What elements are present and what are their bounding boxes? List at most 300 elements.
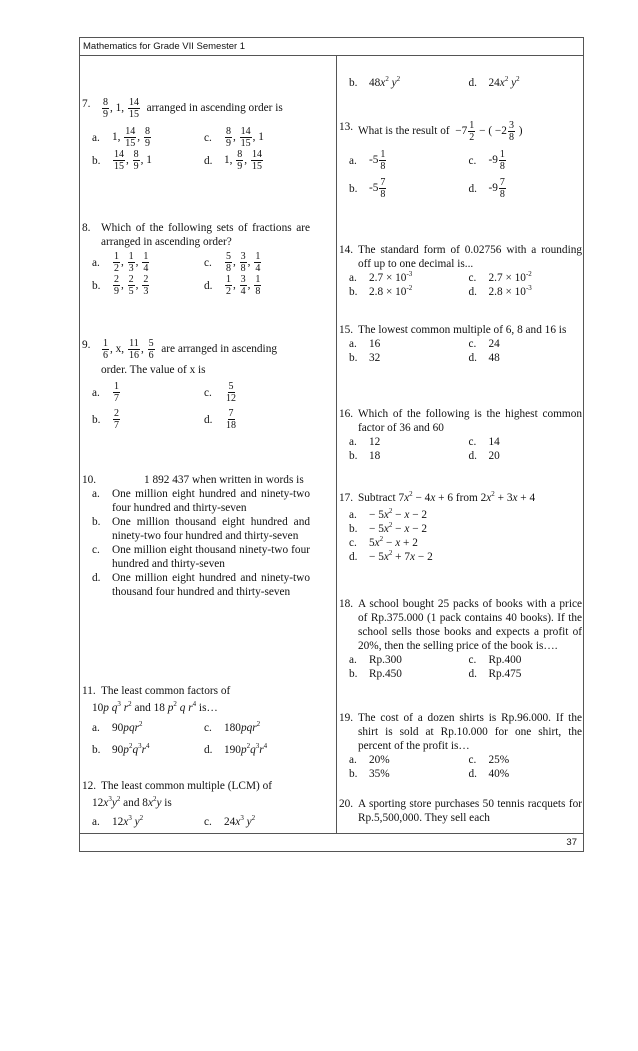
answer-option <box>349 753 463 767</box>
answer-option <box>349 285 463 299</box>
fraction <box>236 149 243 172</box>
answer-option <box>92 743 198 757</box>
numerator: 11 <box>129 338 139 349</box>
answer-option <box>204 721 310 735</box>
fraction <box>102 338 109 361</box>
option-value <box>112 251 150 274</box>
option-label: c. <box>204 131 212 144</box>
option-label: b. <box>349 668 358 680</box>
fraction <box>102 97 109 120</box>
option-label: a. <box>92 256 100 269</box>
denominator: 4 <box>143 263 149 274</box>
denominator: 8 <box>240 263 246 274</box>
numerator: 8 <box>237 149 243 160</box>
math-text: , <box>244 154 250 167</box>
numerator: 7 <box>499 177 505 188</box>
math-text: , <box>233 131 239 144</box>
denominator: 7 <box>114 420 119 431</box>
answer-option <box>92 408 198 431</box>
option-label: b. <box>349 523 358 535</box>
fraction <box>240 126 252 149</box>
answer-option <box>204 815 310 829</box>
option-value: $12x^3$ $y^2$ <box>112 814 144 828</box>
denominator: 4 <box>255 263 261 274</box>
math-text: , <box>247 256 254 269</box>
option-value: 20% <box>369 754 390 766</box>
q17-expression: $7x^2 - 4x + 6$ from $2x^2 + 3x + 4$ <box>398 490 536 504</box>
numerator: 1 <box>380 149 386 160</box>
numerator: 5 <box>226 251 231 262</box>
numerator: 1 <box>143 251 149 262</box>
fraction <box>379 149 386 172</box>
answer-option <box>349 351 463 365</box>
option-label: d. <box>349 551 358 563</box>
option-value: 90pqr$^2$ <box>112 720 143 734</box>
answer-option <box>92 815 198 829</box>
answer-option <box>349 76 463 90</box>
option-value: $48x^2$ $y^2$ <box>369 75 401 89</box>
option-label: b. <box>349 286 358 298</box>
question-16: 16. Which of the following is the highest common factor of 36 and 60 a. 12 c. 14 b. 18 d. 20 <box>339 408 582 462</box>
page-number: 37 <box>566 837 577 848</box>
option-value: − $5x^2 + 7x - 2$ <box>369 549 433 563</box>
q9-options <box>82 381 310 431</box>
numerator: 3 <box>240 274 246 285</box>
q12-options <box>82 815 310 829</box>
option-label: d. <box>468 286 477 298</box>
option-label: b. <box>349 768 358 780</box>
math-text: -9 <box>488 154 498 167</box>
numerator: 14 <box>125 126 136 137</box>
q13-expression <box>455 120 523 143</box>
q12-expression: $12x^3y^2$ and $8x^2y$ is <box>92 795 172 809</box>
answer-option <box>92 149 198 172</box>
q13-options <box>339 149 582 200</box>
math-text: , x, <box>110 343 127 356</box>
answer-option <box>92 571 310 599</box>
page-header: Mathematics for Grade VII Semester 1 <box>80 38 583 56</box>
option-label: b. <box>92 154 101 167</box>
option-label: b. <box>349 352 358 364</box>
denominator: 8 <box>226 263 231 274</box>
fraction <box>225 251 232 274</box>
answer-option <box>349 667 463 681</box>
numerator: 14 <box>251 149 262 160</box>
option-label: a. <box>349 509 357 521</box>
option-label: c. <box>468 154 477 167</box>
option-label: c. <box>204 722 212 734</box>
math-text: 1, <box>224 154 236 167</box>
numerator: 1 <box>499 149 505 160</box>
option-label: d. <box>468 668 477 680</box>
fraction <box>225 381 237 404</box>
fraction <box>128 251 135 274</box>
option-value <box>224 149 264 172</box>
q14-options <box>339 271 582 299</box>
question-12: 12. The least common multiple (LCM) of $12x^3y^2$ and $8x^2y$ is a. $12x^3$ $y^2$ c. $24x^3$ $y^2$ <box>82 779 310 829</box>
question-15: 15. The lowest common multiple of 6, 8 and 16 is a. 16 c. 24 b. 32 d. 48 <box>339 323 582 365</box>
option-label: d. <box>204 413 213 426</box>
option-label: c. <box>204 386 212 399</box>
denominator: 6 <box>103 350 108 361</box>
fraction <box>128 97 140 120</box>
numerator: 3 <box>240 251 246 262</box>
option-label: c. <box>349 537 357 549</box>
option-value <box>369 149 387 172</box>
option-value: 25% <box>488 754 510 766</box>
option-label: c. <box>468 272 477 284</box>
answer-option <box>469 285 583 299</box>
fraction <box>468 120 475 143</box>
fraction <box>225 126 232 149</box>
answer-option <box>349 271 463 285</box>
question-19: 19. The cost of a dozen shirts is Rp.96.000. If the shirt is sold at Rp.10.000 for one shirt, the percent of the profit is… a. 20% c. 25% b. 35% d. 40% <box>339 712 582 780</box>
math-text: , <box>135 279 142 292</box>
answer-option <box>92 126 198 149</box>
math-text: , <box>233 279 239 292</box>
option-value <box>224 274 262 297</box>
option-label: b. <box>349 450 358 462</box>
option-label: d. <box>204 744 213 756</box>
option-label: c. <box>468 754 477 766</box>
fraction <box>379 177 386 200</box>
answer-option <box>92 721 198 735</box>
option-label: d. <box>468 182 477 195</box>
denominator: 5 <box>128 286 134 297</box>
question-7: 7. $\frac{8}{9}$ , 1, $\frac{14}{15}$ arranged in ascending order is a. 1, $\frac{14}{15}$ , $\frac{8}{9}$ c. $\frac{8}{9}$ , $\frac{14}{15}$ , 1 b. $\frac{14}{15}$ , $\frac{8}{9}$ , 1 d. 1, $\frac{8}{9}$ , $\frac{14}{15}$ <box>82 97 310 172</box>
option-value: 48 <box>488 352 500 364</box>
option-label: d. <box>204 154 213 167</box>
option-value: $5x^2 - x + 2$ <box>369 535 418 549</box>
option-value <box>224 126 264 149</box>
option-value <box>489 149 507 172</box>
option-value: 35% <box>369 768 390 780</box>
answer-option <box>349 653 463 667</box>
answer-option <box>204 381 310 404</box>
fraction <box>113 274 120 297</box>
denominator: 8 <box>380 161 386 172</box>
answer-option <box>349 449 463 463</box>
option-value: − $5x^2 - x - 2$ <box>369 507 428 521</box>
option-label: d. <box>468 77 477 89</box>
option-label: a. <box>349 154 357 167</box>
option-value: Rp.300 <box>369 654 402 666</box>
math-text: , <box>121 256 127 269</box>
option-label: d. <box>468 450 477 462</box>
option-value <box>224 381 238 404</box>
fraction <box>142 274 149 297</box>
q7-sequence <box>101 97 141 120</box>
numerator: 2 <box>128 274 134 285</box>
option-value <box>112 408 121 431</box>
denominator: 8 <box>499 189 505 200</box>
q11-options <box>82 721 310 757</box>
question-20: 20. A sporting store purchases 50 tennis racquets for Rp.5,500,000. They sell each <box>339 798 582 824</box>
fraction <box>240 274 247 297</box>
math-text: , <box>247 279 254 292</box>
option-label: a. <box>349 654 357 666</box>
math-text: , 1 <box>140 154 152 167</box>
math-text: , <box>126 154 132 167</box>
option-label: b. <box>92 744 101 756</box>
denominator: 3 <box>143 286 149 297</box>
numerator: 2 <box>114 274 119 285</box>
fraction <box>254 251 261 274</box>
question-13: 13. What is the result of −7 $\frac{1}{2}$ − ( −2 $\frac{3}{8}$ ) a. -5 $\frac{1}{8}$ c. -9 $\frac{1}{8}$ b. -5 $\frac{7}{8}$ d. -9 $\frac{7}{8}$ <box>339 120 582 200</box>
fraction <box>128 338 140 361</box>
denominator: 12 <box>226 393 236 404</box>
answer-option <box>349 177 463 200</box>
q9-sequence <box>101 338 156 361</box>
option-label: d. <box>468 768 477 780</box>
answer-option <box>204 408 310 431</box>
numerator: 1 <box>128 251 134 262</box>
question-12-continued <box>339 76 582 90</box>
fraction <box>508 120 515 143</box>
q18-options <box>339 653 582 681</box>
answer-option <box>349 508 582 522</box>
fraction <box>148 338 155 361</box>
option-text: One million eight hundred and ninety-two four hundred and thirty-seven <box>112 488 310 514</box>
denominator: 3 <box>128 263 134 274</box>
option-label: c. <box>468 436 477 448</box>
option-value: 40% <box>488 768 510 780</box>
option-label: a. <box>92 488 100 500</box>
answer-option <box>349 536 582 550</box>
option-value: $90p^2q^3r^4$ <box>112 742 150 756</box>
fraction <box>113 408 120 431</box>
option-label: c. <box>468 654 477 666</box>
math-text: ) <box>515 125 523 138</box>
answer-option <box>469 767 583 781</box>
numerator: 1 <box>255 251 261 262</box>
q11-expression: 10p $q^3$ $r^2$ and 18 $p^2$ q $r^4$ is… <box>92 700 218 714</box>
option-value: Rp.400 <box>488 654 522 666</box>
math-text: , 1 <box>252 131 264 144</box>
answer-option <box>92 515 310 543</box>
q9-stem-2: order. The value of x is <box>101 364 206 376</box>
answer-option <box>204 149 310 172</box>
option-value: 180pqr$^2$ <box>224 720 261 734</box>
option-value: 24 <box>488 338 500 350</box>
math-text: -5 <box>369 154 379 167</box>
numerator: 8 <box>103 97 108 108</box>
option-value <box>112 274 150 297</box>
numerator: 1 <box>114 381 119 392</box>
q7-options <box>82 126 310 172</box>
option-value: Rp.450 <box>369 668 402 680</box>
fraction <box>254 274 261 297</box>
numerator: 1 <box>255 274 261 285</box>
answer-option <box>469 435 583 449</box>
numerator: 7 <box>380 177 386 188</box>
option-value: 12 <box>369 436 381 448</box>
option-label: a. <box>92 386 100 399</box>
fraction <box>128 274 135 297</box>
option-label: a. <box>92 722 100 734</box>
answer-option <box>349 337 463 351</box>
math-text: -5 <box>369 182 379 195</box>
numerator: 14 <box>128 97 139 108</box>
answer-option <box>204 251 310 274</box>
answer-option <box>469 449 583 463</box>
option-text: One million thousand eight hundred and ninety-two four hundred and thirty-seven <box>112 516 310 542</box>
answer-option <box>469 753 583 767</box>
denominator: 15 <box>240 138 251 149</box>
option-label: b. <box>92 516 101 528</box>
denominator: 15 <box>125 138 136 149</box>
math-text: , <box>137 131 143 144</box>
numerator: 1 <box>103 338 108 349</box>
q8-options <box>82 251 310 297</box>
option-value <box>224 251 262 274</box>
fraction <box>251 149 263 172</box>
answer-option <box>92 381 198 404</box>
question-18: 18. A school bought 25 packs of books with a price of Rp.375.000 (1 pack contains 40 books). If the school sells those books and expects a profit of 20%, then the selling price of the book is…. a. Rp.300 c. Rp.400 b. Rp.450 d. Rp.475 <box>339 598 582 680</box>
question-9: 9. $\frac{1}{6}$ , x, $\frac{11}{16}$ , $\frac{5}{6}$ are arranged in ascending order. The value of x is a. $\frac{1}{7}$ c. $\frac{5}{12}$ b. $\frac{2}{7}$ d. $\frac{7}{18}$ <box>82 338 310 431</box>
option-value: − $5x^2 - x - 2$ <box>369 521 428 535</box>
answer-option <box>204 743 310 757</box>
option-label: a. <box>92 131 100 144</box>
fraction <box>144 126 151 149</box>
answer-option <box>469 667 583 681</box>
option-value: Rp.475 <box>488 668 522 680</box>
fraction <box>499 149 506 172</box>
denominator: 9 <box>114 286 119 297</box>
denominator: 15 <box>128 109 139 120</box>
denominator: 9 <box>133 161 139 172</box>
numerator: 3 <box>508 120 514 131</box>
numerator: 14 <box>240 126 251 137</box>
q19-options <box>339 753 582 781</box>
numerator: 2 <box>114 408 119 419</box>
fraction <box>133 149 140 172</box>
fraction <box>113 381 120 404</box>
answer-option <box>469 149 583 172</box>
fraction <box>113 149 125 172</box>
numerator: 8 <box>133 149 139 160</box>
option-label: c. <box>92 544 100 556</box>
answer-option <box>92 487 310 515</box>
denominator: 4 <box>240 286 246 297</box>
option-label: b. <box>349 77 358 89</box>
option-label: a. <box>349 272 357 284</box>
option-value: 16 <box>369 338 381 350</box>
question-8: 8. Which of the following sets of fractions are arranged in ascending order? a. $\frac{1}{2}$ , $\frac{1}{3}$ , $\frac{1}{4}$ c. $\frac{5}{8}$ , $\frac{3}{8}$ , $\frac{1}{4}$ b. $\frac{2}{9}$ , $\frac{2}{5}$ , $\frac{2}{3}$ d. $\frac{1}{2}$ , $\frac{3}{4}$ , $\frac{1}{8}$ <box>82 222 310 297</box>
option-value: $2.8 \times 10^{-2}$ <box>369 284 413 298</box>
answer-option <box>204 126 310 149</box>
answer-option <box>92 251 198 274</box>
question-11: 11. The least common factors of 10p $q^3$ $r^2$ and 18 $p^2$ q $r^4$ is… a. 90pqr$^2$ c. 180pqr$^2$ b. $90p^2q^3r^4$ d. $190p^2q^3r^4$ <box>82 684 310 757</box>
denominator: 6 <box>148 350 154 361</box>
fraction <box>499 177 506 200</box>
option-label: d. <box>204 279 213 292</box>
option-label: c. <box>468 338 477 350</box>
option-value <box>112 149 152 172</box>
answer-option <box>92 274 198 297</box>
math-text: , <box>233 256 239 269</box>
math-text: −7 <box>455 125 468 138</box>
q16-options <box>339 435 582 463</box>
q15-options <box>339 337 582 365</box>
fraction <box>113 251 120 274</box>
option-label: b. <box>92 413 101 426</box>
numerator: 1 <box>114 251 119 262</box>
question-10: 10. 1 892 437 when written in words is a. One million eight hundred and ninety-two four hundred and thirty-seven b. One million thousand eight hundred and ninety-two four hundred and thirty-seven c. One million eight thousand ninety-two four hundred and thirty-seven d. One million eight hundred and ninety-two thousand four hundred and thirty-seven <box>82 474 310 598</box>
option-value: $2.7 \times 10^{-3}$ <box>369 270 413 284</box>
math-text: − ( −2 <box>476 125 507 138</box>
fraction <box>225 408 237 431</box>
option-value: 32 <box>369 352 381 364</box>
option-label: d. <box>92 572 101 584</box>
numerator: 8 <box>144 126 150 137</box>
numerator: 1 <box>469 120 475 131</box>
fraction <box>240 251 247 274</box>
option-label: c. <box>204 816 212 828</box>
option-value <box>112 381 121 404</box>
answer-option <box>469 76 583 90</box>
option-value: $24x^2$ $y^2$ <box>488 75 520 89</box>
fraction <box>225 274 232 297</box>
answer-option <box>469 337 583 351</box>
denominator: 8 <box>255 286 261 297</box>
denominator: 2 <box>114 263 119 274</box>
answer-option <box>469 271 583 285</box>
denominator: 15 <box>251 161 262 172</box>
denominator: 9 <box>103 109 108 120</box>
q10-options <box>82 487 310 599</box>
option-value: $2.8 \times 10^{-3}$ <box>488 284 532 298</box>
denominator: 2 <box>469 132 475 143</box>
answer-option <box>349 435 463 449</box>
numerator: 2 <box>143 274 149 285</box>
answer-option <box>92 543 310 571</box>
option-value: $24x^3$ $y^2$ <box>224 814 256 828</box>
denominator: 9 <box>144 138 150 149</box>
option-value: 14 <box>488 436 500 448</box>
answer-option <box>349 522 582 536</box>
option-value <box>224 408 238 431</box>
answer-option <box>349 767 463 781</box>
question-14: 14. The standard form of 0.02756 with a rounding off up to one decimal is... a. $2.7 \times 10^{-3}$ c. $2.7 \times 10^{-2}$ b. $2.8 \times 10^{-2}$ d. $2.8 \times 10^{-3}$ <box>339 244 582 298</box>
denominator: 9 <box>226 138 231 149</box>
option-text: One million eight hundred and ninety-two thousand four hundred and thirty-seven <box>112 572 310 598</box>
numerator: 5 <box>228 381 234 392</box>
fraction <box>124 126 136 149</box>
option-label: b. <box>349 182 358 195</box>
denominator: 8 <box>499 161 505 172</box>
denominator: 2 <box>226 286 231 297</box>
math-text: 1, <box>112 131 124 144</box>
numerator: 8 <box>226 126 231 137</box>
option-value: 18 <box>369 450 381 462</box>
math-text: , <box>121 279 127 292</box>
option-text: One million eight thousand ninety-two four hundred and thirty-seven <box>112 544 310 570</box>
denominator: 9 <box>237 161 243 172</box>
option-value: $190p^2q^3r^4$ <box>224 742 268 756</box>
answer-option <box>469 177 583 200</box>
option-label: c. <box>204 256 212 269</box>
math-text: , <box>140 343 147 356</box>
option-label: a. <box>349 754 357 766</box>
answer-option <box>349 550 582 564</box>
numerator: 1 <box>226 274 231 285</box>
column-divider <box>336 56 337 833</box>
page-footer <box>80 833 583 853</box>
answer-option <box>469 351 583 365</box>
answer-option <box>349 149 463 172</box>
denominator: 16 <box>128 350 139 361</box>
